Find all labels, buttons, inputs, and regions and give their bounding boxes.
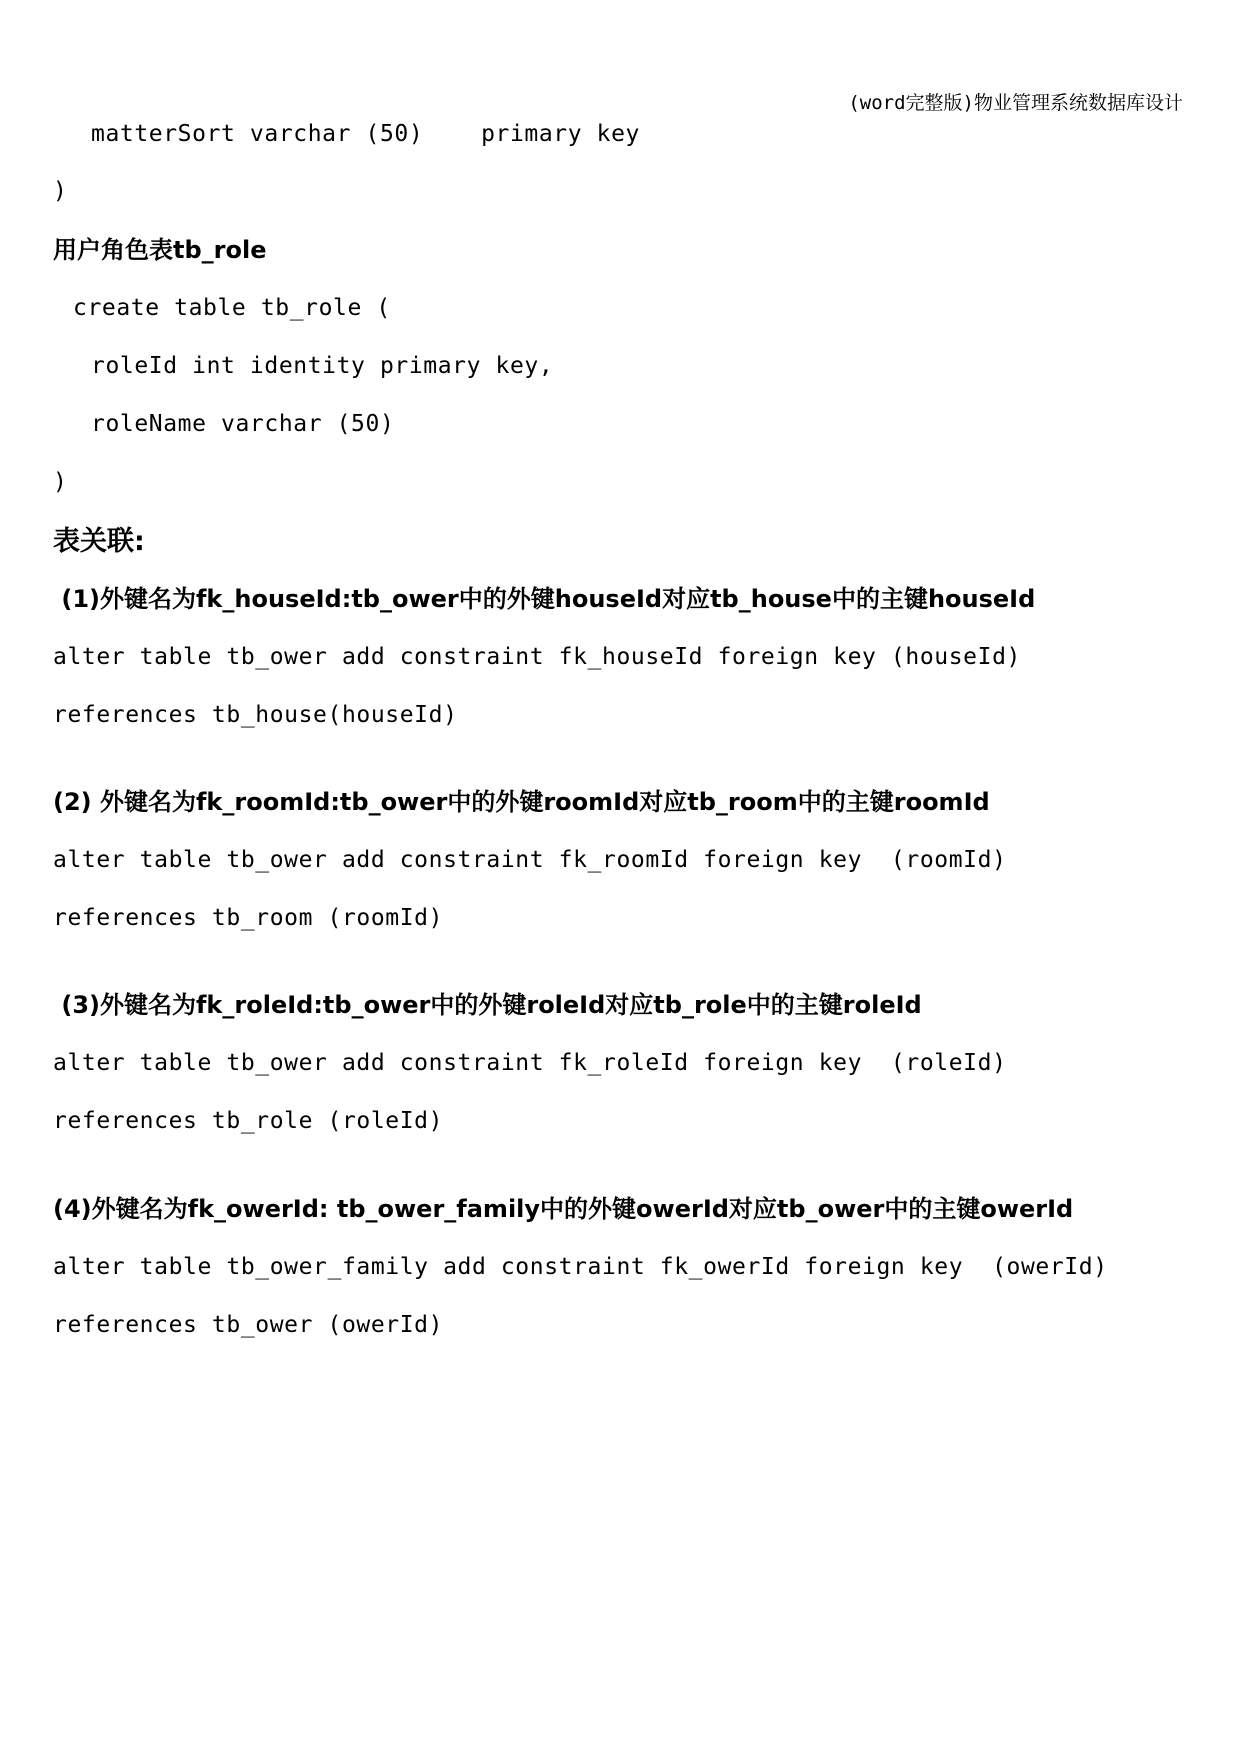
relation-2-heading: (2) 外键名为fk_roomId:tb_ower中的外键roomId对应tb_room中的主键roomId xyxy=(53,788,990,816)
relation-4-sql-references: references tb_ower (owerId) xyxy=(53,1312,444,1338)
relation-2-sql-alter: alter table tb_ower add constraint fk_roomId foreign key (roomId) xyxy=(53,847,1007,873)
code-role-id-column: roleId int identity primary key, xyxy=(91,353,554,379)
relation-4-sql-alter: alter table tb_ower_family add constraint fk_owerId foreign key (owerId) xyxy=(53,1254,1108,1280)
document-header-title: (word完整版)物业管理系统数据库设计 xyxy=(848,92,1183,114)
relation-1-sql-alter: alter table tb_ower add constraint fk_houseId foreign key (houseId) xyxy=(53,644,1021,670)
relation-4-heading: (4)外键名为fk_owerId: tb_ower_family中的外键owerId对应tb_ower中的主键owerId xyxy=(53,1195,1074,1223)
relation-2-sql-references: references tb_room (roomId) xyxy=(53,905,444,931)
relation-3-sql-alter: alter table tb_ower add constraint fk_roleId foreign key (roleId) xyxy=(53,1050,1007,1076)
code-line-matter-sort: matterSort varchar (50) primary key xyxy=(91,121,640,147)
relation-3-sql-references: references tb_role (roleId) xyxy=(53,1108,444,1134)
relation-1-heading: (1)外键名为fk_houseId:tb_ower中的外键houseId对应tb_house中的主键houseId xyxy=(53,585,1036,613)
role-table-heading: 用户角色表tb_role xyxy=(53,236,267,264)
relations-section-title: 表关联: xyxy=(53,526,145,557)
code-role-name-column: roleName varchar (50) xyxy=(91,411,395,437)
relation-3-heading: (3)外键名为fk_roleId:tb_ower中的外键roleId对应tb_role中的主键roleId xyxy=(53,991,922,1019)
relation-1-sql-references: references tb_house(houseId) xyxy=(53,702,458,728)
code-close-paren: ) xyxy=(53,178,68,204)
code-close-paren: ) xyxy=(53,469,68,495)
code-create-table-role: create table tb_role ( xyxy=(73,295,391,321)
